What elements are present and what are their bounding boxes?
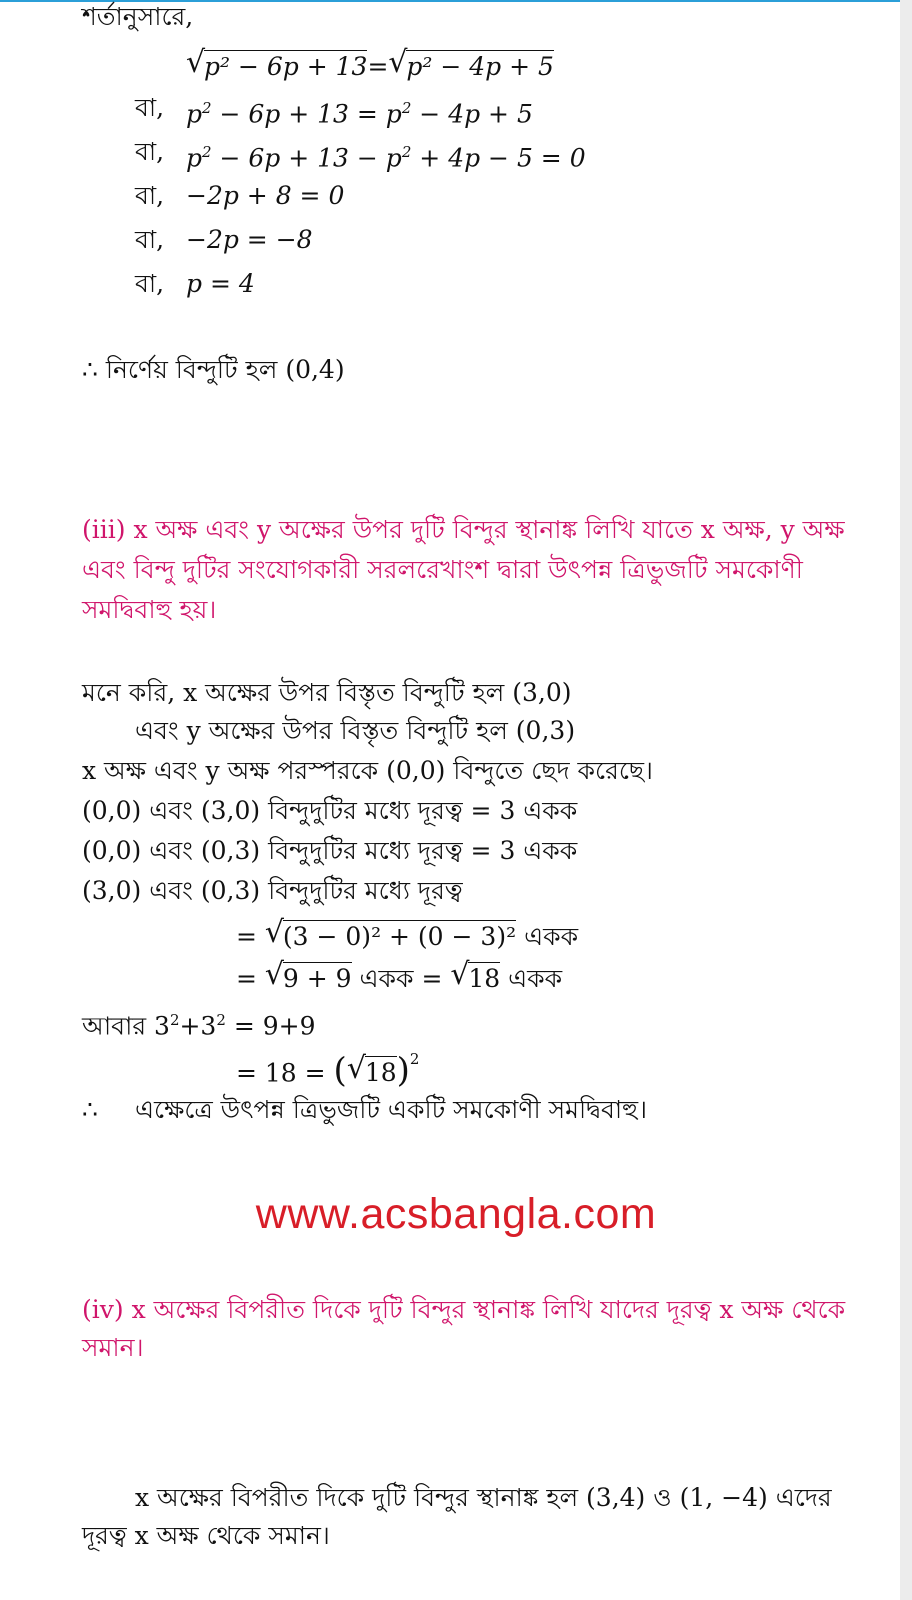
pythagoras-check: আবার $3^2+3^2 = 9+9$ — [82, 1011, 316, 1041]
question-iii-line1: (iii) x অক্ষ এবং y অক্ষের উপর দুটি বিন্দুর স্থানাঙ্ক লিখি যাতে x অক্ষ, y অক্ষ — [82, 515, 845, 544]
step-4: −2p = −8 — [186, 225, 313, 254]
step-1: $p^2 - 6p + 13 = p^2 - 4p + 5$ — [186, 99, 533, 129]
solution-line: (3,0) এবং (0,3) বিন্দুদুটির মধ্যে দূরত্ব — [82, 876, 463, 905]
step-2: $p^2 - 6p + 13 - p^2 + 4p - 5 = 0$ — [186, 143, 586, 173]
step-label: বা, — [135, 181, 165, 210]
question-iii-line2: এবং বিন্দু দুটির সংযোগকারী সরলরেখাংশ দ্বারা উৎপন্ন ত্রিভুজটি সমকোণী — [82, 555, 803, 584]
condition-label: শর্তানুসারে, — [82, 2, 194, 31]
scrollbar-track[interactable] — [900, 0, 912, 1600]
pythagoras-result: = 18 = (√ 18)$^2$ — [236, 1052, 419, 1088]
equation-sqrt: √ p² − 6p + 13=√ p² − 4p + 5 — [186, 52, 554, 82]
step-label: বা, — [135, 137, 165, 166]
sqrt-eighteen: √ 18 — [347, 1058, 397, 1088]
step-3: −2p + 8 = 0 — [186, 181, 345, 210]
sqrt-eighteen: √ 18 — [450, 964, 500, 994]
distance-value: = √ 9 + 9 একক = √ 18 একক — [236, 964, 562, 994]
solution-line: (0,0) এবং (3,0) বিন্দুদুটির মধ্যে দূরত্ব = 3 একক — [82, 796, 578, 825]
conclusion-point: ∴ নির্ণেয় বিন্দুটি হল (0,4) — [82, 355, 345, 384]
step-label: বা, — [135, 225, 165, 254]
solution-line: মনে করি, x অক্ষের উপর বিস্তৃত বিন্দুটি হল (3,0) — [82, 678, 572, 707]
conclusion-iii: এক্ষেত্রে উৎপন্ন ত্রিভুজটি একটি সমকোণী সমদ্বিবাহু। — [135, 1095, 648, 1124]
step-label: বা, — [135, 93, 165, 122]
site-watermark-link[interactable]: www.acsbangla.com — [255, 1190, 657, 1238]
sqrt-right: √ p² − 4p + 5 — [388, 52, 554, 82]
question-iv-line1: (iv) x অক্ষের বিপরীত দিকে দুটি বিন্দুর স্থানাঙ্ক লিখি যাদের দূরত্ব x অক্ষ থেকে — [82, 1295, 846, 1324]
question-iii-line3: সমদ্বিবাহু হয়। — [82, 595, 217, 624]
answer-iv-line2: দূরত্ব x অক্ষ থেকে সমান। — [82, 1521, 330, 1550]
answer-iv-line1: x অক্ষের বিপরীত দিকে দুটি বিন্দুর স্থানাঙ্ক হল (3,4) ও (1, −4) এদের — [135, 1483, 832, 1512]
solution-line: (0,0) এবং (0,3) বিন্দুদুটির মধ্যে দূরত্ব = 3 একক — [82, 836, 578, 865]
step-5: p = 4 — [186, 269, 255, 298]
solution-line: x অক্ষ এবং y অক্ষ পরস্পরকে (0,0) বিন্দুতে ছেদ করেছে। — [82, 756, 653, 785]
sqrt-nine-plus-nine: √ 9 + 9 — [265, 964, 352, 994]
distance-formula: = √ (3 − 0)² + (0 − 3)² একক — [236, 922, 578, 952]
question-iv-line2: সমান। — [82, 1333, 144, 1362]
step-label: বা, — [135, 269, 165, 298]
sqrt-left: √ p² − 6p + 13 — [186, 52, 367, 82]
sqrt-distance: √ (3 − 0)² + (0 − 3)² — [265, 922, 516, 952]
therefore-symbol: ∴ — [82, 1095, 98, 1124]
solution-line: এবং y অক্ষের উপর বিস্তৃত বিন্দুটি হল (0,3) — [135, 716, 576, 745]
